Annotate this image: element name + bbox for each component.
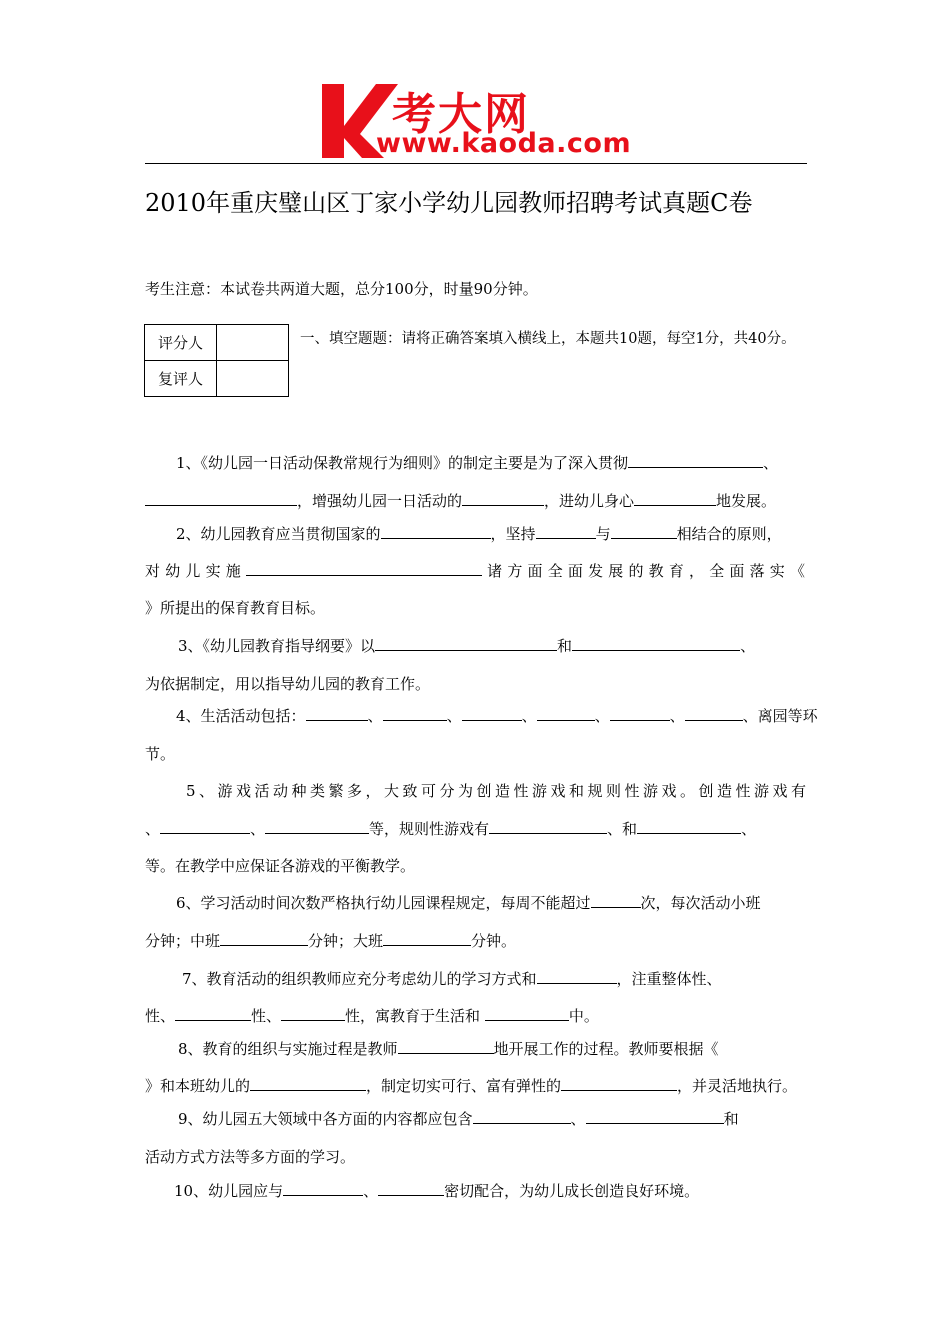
answer-blank <box>378 1180 444 1196</box>
text: 9、幼儿园五大领域中各方面的内容都应包含 <box>178 1110 473 1128</box>
question-2-line-3 <box>145 597 325 618</box>
answer-blank <box>462 705 522 721</box>
question-5-line-3 <box>145 855 415 876</box>
answer-blank <box>628 452 763 468</box>
text: 》所提出的保育教育目标。 <box>145 599 326 617</box>
text: 等。在教学中应保证各游戏的平衡教学。 <box>145 857 416 875</box>
answer-blank <box>473 1108 571 1124</box>
text: 为依据制定，用以指导幼儿园的教育工作。 <box>145 675 431 693</box>
text: ，制定切实可行、富有弹性的 <box>366 1077 562 1095</box>
answer-blank <box>611 523 677 539</box>
answer-blank <box>634 490 716 506</box>
answer-blank <box>398 1038 494 1054</box>
question-8-line-1 <box>178 1038 719 1059</box>
answer-blank <box>561 1075 677 1091</box>
text: 等，规则性游戏有 <box>369 820 490 838</box>
text: 性，寓教育于生活和 <box>345 1007 481 1025</box>
question-4-line-1 <box>176 705 818 726</box>
page-title: 2010年重庆璧山区丁家小学幼儿园教师招聘考试真题C卷 <box>145 189 753 217</box>
text: 、 <box>669 707 685 725</box>
answer-blank <box>220 930 308 946</box>
question-7-line-1 <box>182 968 722 989</box>
answer-blank <box>537 705 595 721</box>
text: 、 <box>763 454 779 472</box>
answer-blank <box>265 818 369 834</box>
question-1-line-1 <box>176 452 778 473</box>
question-9-line-2 <box>145 1146 355 1167</box>
text: 分钟；大班 <box>308 932 384 950</box>
text: 分钟；中班 <box>145 932 221 950</box>
answer-blank <box>489 818 607 834</box>
text: 》和本班幼儿的 <box>145 1077 251 1095</box>
question-4-line-2 <box>145 743 175 764</box>
text: ，增强幼儿园一日活动的 <box>297 492 463 510</box>
text: 和 <box>557 637 573 655</box>
text: 次，每次活动小班 <box>640 894 761 912</box>
question-5-line-2 <box>145 818 756 839</box>
text: 与 <box>595 525 611 543</box>
reviewer-label: 复评人 <box>145 361 217 397</box>
question-1-line-2 <box>145 490 776 511</box>
text: 对幼儿实施 <box>145 562 246 580</box>
answer-blank <box>383 705 447 721</box>
question-8-line-2 <box>145 1075 797 1096</box>
text: 、 <box>250 820 266 838</box>
text: ，注重整体性、 <box>616 970 722 988</box>
answer-blank <box>536 523 596 539</box>
question-7-line-2 <box>145 1005 599 1026</box>
logo-url-text: www.kaoda.com <box>376 128 632 159</box>
text: 4、生活活动包括： <box>176 707 306 725</box>
question-5-line-1 <box>186 780 806 801</box>
question-2-line-1 <box>176 523 782 544</box>
answer-blank <box>610 705 670 721</box>
logo-brand-text: 考大网 <box>392 89 530 140</box>
text: 密切配合，为幼儿成长创造良好环境。 <box>444 1182 700 1200</box>
reviewer-cell <box>217 361 289 397</box>
answer-blank <box>591 892 641 908</box>
question-10-line-1 <box>174 1180 699 1201</box>
text: 地发展。 <box>716 492 777 510</box>
text: 、 <box>446 707 462 725</box>
grader-cell <box>217 325 289 361</box>
answer-blank <box>462 490 544 506</box>
text: 诸方面全面发展的教育，全面落实《 <box>481 562 805 580</box>
text: 1、《幼儿园一日活动保教常规行为细则》的制定主要是为了深入贯彻 <box>176 454 629 472</box>
text: 、离园等环 <box>742 707 818 725</box>
text: 相结合的原则， <box>676 525 782 543</box>
answer-blank <box>537 968 617 984</box>
text: 5、游戏活动种类繁多，大致可分为创造性游戏和规则性游戏。创造性游戏有 <box>186 782 806 800</box>
text: 、 <box>521 707 537 725</box>
text: 节。 <box>145 745 176 763</box>
answer-blank <box>306 705 368 721</box>
answer-blank <box>572 635 740 651</box>
text: 中。 <box>568 1007 599 1025</box>
text: 、和 <box>607 820 638 838</box>
question-6-line-2 <box>145 930 516 951</box>
text: 、 <box>363 1182 379 1200</box>
answer-blank <box>685 705 743 721</box>
text: 性、 <box>251 1007 282 1025</box>
text: 地开展工作的过程。教师要根据《 <box>493 1040 719 1058</box>
text: 7、教育活动的组织教师应充分考虑幼儿的学习方式和 <box>182 970 537 988</box>
answer-blank <box>485 1005 569 1021</box>
text: 、 <box>741 820 757 838</box>
text: 性、 <box>145 1007 176 1025</box>
question-3-line-1 <box>178 635 755 656</box>
question-2-line-2 <box>145 560 805 581</box>
answer-blank <box>246 560 482 576</box>
text: 2、幼儿园教育应当贯彻国家的 <box>176 525 381 543</box>
text: 、 <box>740 637 756 655</box>
text: 和 <box>723 1110 739 1128</box>
question-6-line-1 <box>176 892 761 913</box>
question-9-line-1 <box>178 1108 739 1129</box>
exam-notice: 考生注意：本试卷共两道大题，总分100分，时量90分钟。 <box>145 280 538 298</box>
text: 10、幼儿园应与 <box>174 1182 284 1200</box>
answer-blank <box>375 635 557 651</box>
header-divider <box>145 163 807 164</box>
text: 分钟。 <box>471 932 517 950</box>
kaoda-logo <box>318 80 648 162</box>
text: 、 <box>594 707 610 725</box>
answer-blank <box>160 818 250 834</box>
answer-blank <box>283 1180 363 1196</box>
answer-blank <box>637 818 741 834</box>
text: 8、教育的组织与实施过程是教师 <box>178 1040 398 1058</box>
text: 3、《幼儿园教育指导纲要》以 <box>178 637 376 655</box>
text: 6、学习活动时间次数严格执行幼儿园课程规定，每周不能超过 <box>176 894 591 912</box>
answer-blank <box>250 1075 366 1091</box>
answer-blank <box>281 1005 345 1021</box>
answer-blank <box>383 930 471 946</box>
text: 、 <box>145 820 161 838</box>
answer-blank <box>586 1108 724 1124</box>
text: ，坚持 <box>490 525 536 543</box>
text: 、 <box>570 1110 586 1128</box>
text: 活动方式方法等多方面的学习。 <box>145 1148 356 1166</box>
grader-label: 评分人 <box>145 325 217 361</box>
text: 、 <box>367 707 383 725</box>
answer-blank <box>381 523 491 539</box>
question-3-line-2 <box>145 673 430 694</box>
section-heading: 一、填空题题：请将正确答案填入横线上，本题共10题，每空1分，共40分。 <box>300 331 796 347</box>
answer-blank <box>175 1005 251 1021</box>
text: ，并灵活地执行。 <box>677 1077 798 1095</box>
text: ，进幼儿身心 <box>544 492 635 510</box>
answer-blank <box>145 490 297 506</box>
score-table <box>144 324 289 397</box>
